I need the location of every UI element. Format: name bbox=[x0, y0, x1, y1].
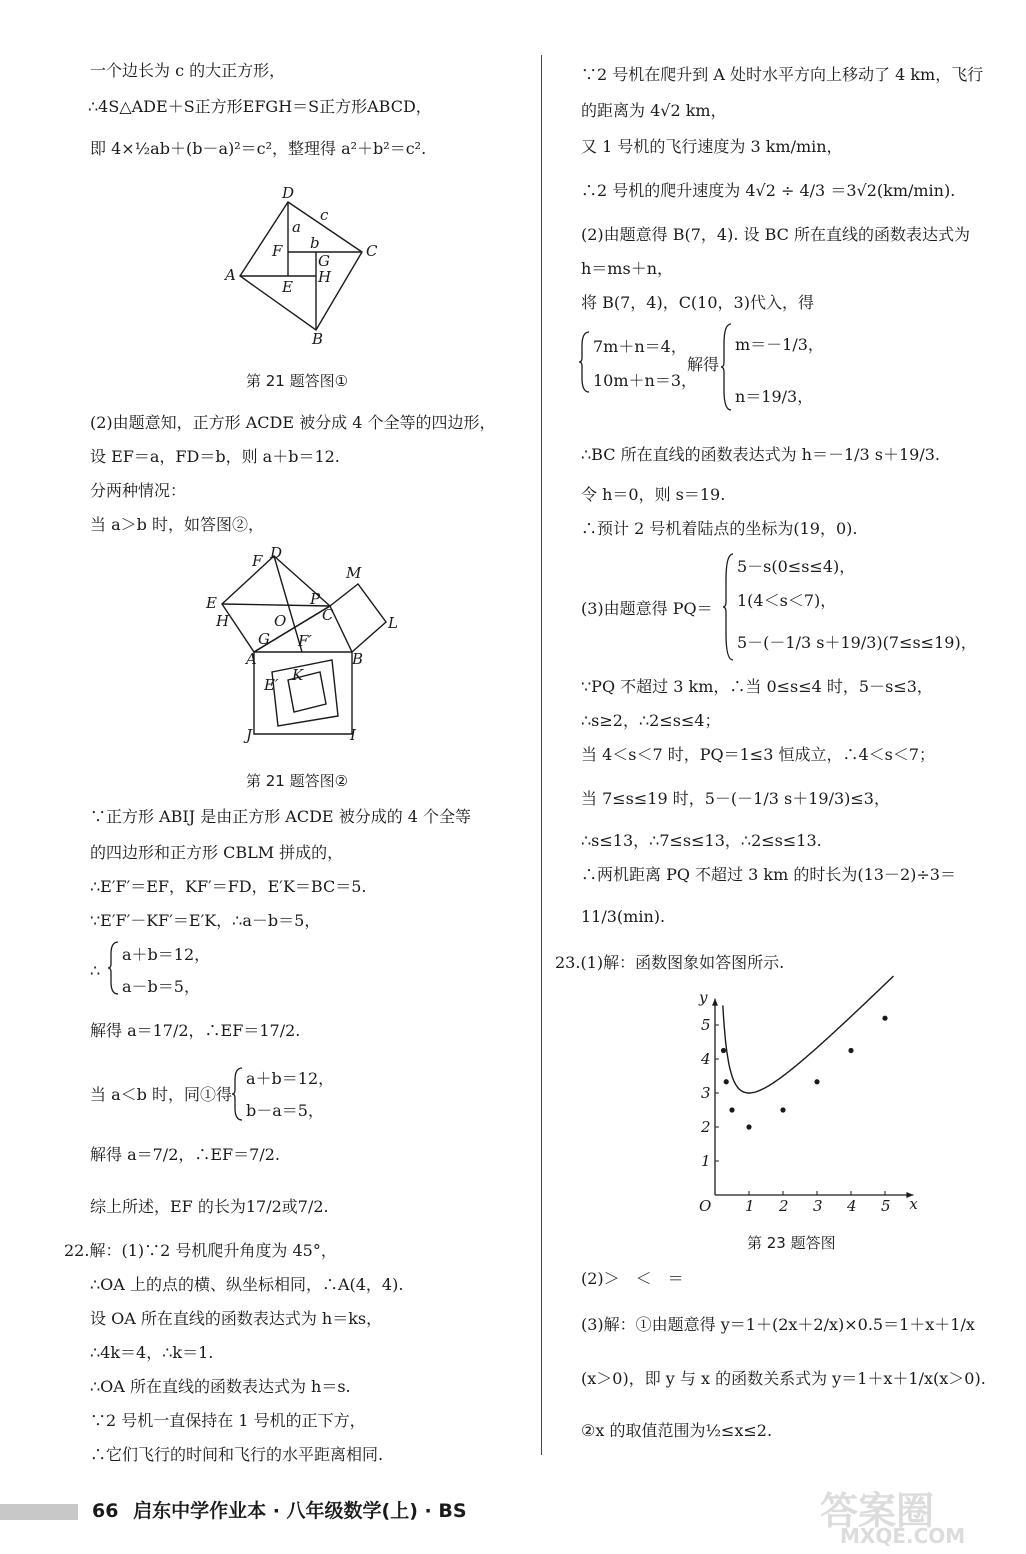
text-line: 5－(－1/3 s＋19/3)(7≤s≤19)， bbox=[737, 633, 977, 652]
text-line: 10m＋n＝3， bbox=[593, 371, 698, 390]
label-I: I bbox=[350, 726, 356, 744]
y-tick-label: 3 bbox=[701, 1084, 711, 1102]
label-G: G bbox=[258, 630, 270, 648]
figure-caption: 第 21 题答图② bbox=[246, 772, 349, 790]
text-line: ∴两机距离 PQ 不超过 3 km 的时长为(13－2)÷3＝ bbox=[581, 865, 956, 884]
text-line: n＝19/3， bbox=[735, 387, 814, 406]
text-line: h＝ms＋n， bbox=[581, 259, 673, 278]
origin-label: O bbox=[699, 1197, 712, 1215]
y-tick-label: 2 bbox=[701, 1118, 711, 1136]
watermark-logo: 答案圈 bbox=[820, 1489, 935, 1533]
label-E-prime: E′ bbox=[264, 676, 279, 694]
y-axis-arrow bbox=[712, 999, 718, 1006]
label-D: D bbox=[282, 184, 295, 202]
data-point bbox=[780, 1107, 785, 1112]
text-line: ∴2 号机的爬升速度为 4√2 ÷ 4/3 ＝3√2(km/min). bbox=[581, 181, 956, 200]
text-line: 设 OA 所在直线的函数表达式为 h＝ks， bbox=[90, 1309, 383, 1328]
brace-icon bbox=[723, 552, 735, 662]
text-line: ∴4k＝4，∴k＝1. bbox=[90, 1343, 214, 1362]
text-line: ∴4S△ADE＋S正方形EFGH＝S正方形ABCD， bbox=[88, 97, 432, 116]
label-H: H bbox=[216, 612, 230, 630]
label-P: P bbox=[310, 590, 321, 608]
x-tick-label: 4 bbox=[847, 1197, 857, 1215]
text-line: 1(4＜s＜7)， bbox=[737, 591, 837, 610]
text-line: 22.解：(1)∵2 号机爬升角度为 45°， bbox=[64, 1241, 337, 1260]
text-line: 的四边形和正方形 CBLM 拼成的， bbox=[90, 843, 344, 862]
text-line: 解得 a＝17/2，∴EF＝17/2. bbox=[90, 1021, 301, 1040]
text-line: (3)由题意得 PQ＝ bbox=[581, 599, 713, 618]
text-line: ∵2 号机一直保持在 1 号机的正下方， bbox=[90, 1411, 366, 1430]
label-D: D bbox=[270, 544, 283, 562]
page-footer bbox=[0, 1484, 1026, 1554]
text-line: 当 4＜s＜7 时，PQ＝1≤3 恒成立，∴4＜s＜7； bbox=[581, 745, 936, 764]
figure-21-2 bbox=[200, 542, 420, 752]
figure-caption: 第 21 题答图① bbox=[246, 372, 349, 390]
text-line: 解得 a＝7/2，∴EF＝7/2. bbox=[90, 1145, 280, 1164]
label-F-prime: F′ bbox=[298, 632, 312, 650]
text-line: 解得 bbox=[687, 355, 720, 374]
data-point bbox=[882, 1016, 887, 1021]
brace-icon bbox=[108, 940, 120, 996]
curve-line bbox=[723, 976, 894, 1093]
text-line: (2)由题意知，正方形 ACDE 被分成 4 个全等的四边形， bbox=[90, 413, 496, 432]
text-line: ∴预计 2 号机着陆点的坐标为(19，0). bbox=[581, 519, 858, 538]
text-line: ∵E′F′－KF′＝E′K，∴a－b＝5， bbox=[90, 911, 321, 930]
x-tick-label: 1 bbox=[745, 1197, 755, 1215]
label-K: K bbox=[292, 666, 304, 684]
text-line: m＝－1/3， bbox=[735, 335, 824, 354]
text-line: ∴BC 所在直线的函数表达式为 h＝－1/3 s＋19/3. bbox=[581, 445, 941, 464]
label-B: B bbox=[312, 330, 324, 348]
text-line: ∴s≥2，∴2≤s≤4； bbox=[581, 711, 721, 730]
text-line: (3)解：①由题意得 y＝1＋(2x＋2/x)×0.5＝1＋x＋1/x bbox=[581, 1315, 975, 1334]
y-axis-label: y bbox=[699, 988, 708, 1007]
text-line: 11/3(min). bbox=[581, 907, 666, 926]
column-divider bbox=[541, 55, 542, 1455]
text-line: (x＞0)，即 y 与 x 的函数关系式为 y＝1＋x＋1/x(x＞0). bbox=[581, 1369, 986, 1388]
text-line: 当 7≤s≤19 时，5－(－1/3 s＋19/3)≤3， bbox=[581, 789, 890, 808]
text-line: 23.(1)解：函数图象如答图所示. bbox=[555, 953, 785, 972]
page-number: 66 bbox=[92, 1500, 119, 1522]
label-a: a bbox=[292, 218, 301, 236]
label-O: O bbox=[274, 612, 287, 630]
y-tick-label: 1 bbox=[701, 1152, 711, 1170]
text-line: a＋b＝12， bbox=[246, 1069, 335, 1088]
data-point bbox=[724, 1079, 729, 1084]
text-line: ∵2 号机在爬升到 A 处时水平方向上移动了 4 km，飞行 bbox=[581, 65, 984, 84]
text-line: 综上所述，EF 的长为17/2或7/2. bbox=[90, 1197, 329, 1216]
label-J: J bbox=[246, 726, 253, 744]
label-c: c bbox=[320, 206, 329, 224]
text-line: 又 1 号机的飞行速度为 3 km/min， bbox=[581, 137, 843, 156]
label-b: b bbox=[310, 234, 320, 252]
text-line: 即 4×½ab＋(b－a)²＝c²，整理得 a²＋b²＝c². bbox=[90, 139, 427, 158]
text-line: 分两种情况： bbox=[90, 481, 187, 500]
footer-text bbox=[92, 1496, 467, 1523]
brace-icon bbox=[232, 1066, 244, 1122]
label-B: B bbox=[352, 650, 364, 668]
label-A: A bbox=[246, 650, 257, 668]
y-tick-label: 4 bbox=[701, 1050, 711, 1068]
label-G: G bbox=[318, 252, 330, 270]
label-M: M bbox=[346, 564, 362, 582]
label-E: E bbox=[206, 594, 217, 612]
label-C: C bbox=[322, 606, 334, 624]
label-F: F bbox=[252, 552, 263, 570]
function-graph bbox=[675, 985, 918, 1215]
text-line: ∴它们飞行的时间和飞行的水平距离相同. bbox=[90, 1445, 384, 1464]
data-point bbox=[729, 1107, 734, 1112]
text-line: b－a＝5， bbox=[246, 1101, 324, 1120]
x-tick-label: 3 bbox=[813, 1197, 823, 1215]
therefore-symbol: ∴ bbox=[90, 961, 101, 980]
text-line: ②x 的取值范围为½≤x≤2. bbox=[581, 1421, 773, 1440]
text-line: ∵正方形 ABIJ 是由正方形 ACDE 被分成的 4 个全等 bbox=[90, 807, 472, 826]
label-E: E bbox=[282, 278, 293, 296]
text-line: 的距离为 4√2 km， bbox=[581, 101, 727, 120]
text-line: 5－s(0≤s≤4)， bbox=[737, 557, 856, 576]
text-line: ∵PQ 不超过 3 km，∴当 0≤s≤4 时，5－s≤3， bbox=[581, 677, 933, 696]
text-line: ∴OA 所在直线的函数表达式为 h＝s. bbox=[90, 1377, 351, 1396]
text-line: (2)＞ ＜ ＝ bbox=[581, 1269, 684, 1288]
text-line: 令 h＝0，则 s＝19. bbox=[581, 485, 726, 504]
text-line: ∴E′F′＝EF，KF′＝FD，E′K＝BC＝5. bbox=[90, 877, 367, 896]
text-line: 将 B(7，4)，C(10，3)代入，得 bbox=[581, 293, 814, 312]
label-H: H bbox=[318, 268, 332, 286]
text-line: (2)由题意得 B(7，4). 设 BC 所在直线的函数表达式为 bbox=[581, 225, 970, 244]
x-tick-label: 2 bbox=[779, 1197, 789, 1215]
label-C: C bbox=[366, 242, 378, 260]
text-line: a＋b＝12， bbox=[122, 945, 211, 964]
x-tick-label: 5 bbox=[881, 1197, 891, 1215]
text-line: 7m＋n＝4， bbox=[593, 337, 687, 356]
text-line: 当 a＜b 时，同①得 bbox=[90, 1085, 232, 1104]
book-title: 启东中学作业本 · 八年级数学(上) · BS bbox=[133, 1500, 467, 1522]
x-axis-label: x bbox=[909, 1195, 918, 1213]
text-line: 一个边长为 c 的大正方形， bbox=[90, 61, 286, 80]
label-L: L bbox=[388, 614, 398, 632]
data-point bbox=[848, 1048, 853, 1053]
brace-icon bbox=[721, 322, 733, 412]
figure-caption: 第 23 题答图 bbox=[747, 1234, 836, 1252]
y-tick-label: 5 bbox=[701, 1016, 711, 1034]
label-A: A bbox=[225, 266, 236, 284]
label-F: F bbox=[272, 242, 283, 260]
data-point bbox=[746, 1124, 751, 1129]
figure-21-1 bbox=[220, 180, 420, 348]
data-point bbox=[814, 1079, 819, 1084]
text-line: 设 EF＝a，FD＝b，则 a＋b＝12. bbox=[90, 447, 340, 466]
data-point bbox=[721, 1048, 726, 1053]
watermark-url: MXQE.COM bbox=[840, 1524, 966, 1548]
brace-icon bbox=[579, 330, 591, 394]
text-line: ∴s≤13，∴7≤s≤13，∴2≤s≤13. bbox=[581, 831, 822, 850]
text-line: ∴OA 上的点的横、纵坐标相同，∴A(4，4). bbox=[90, 1275, 404, 1294]
text-line: a－b＝5， bbox=[122, 977, 200, 996]
text-line: 当 a＞b 时，如答图②， bbox=[90, 515, 264, 534]
footer-bar bbox=[0, 1504, 78, 1520]
